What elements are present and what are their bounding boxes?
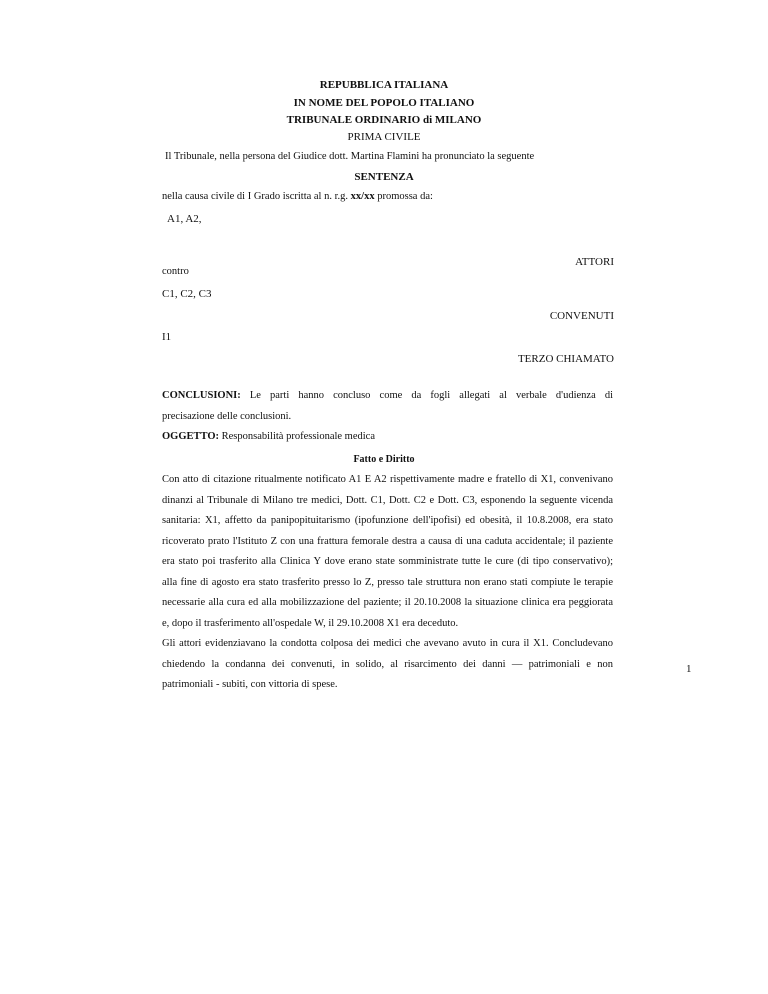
header-section: PRIMA CIVILE	[347, 131, 421, 143]
defendants-role: CONVENUTI	[549, 310, 614, 322]
body-line: era stato poi trasferito alla Clinica Y dove erano state somministrate tutte le cure (di tipo conservativo);	[162, 556, 613, 567]
case-line	[162, 191, 433, 202]
body-line: ricoverato prato l'Istituto Z con una frattura femorale destra a causa di una caduta accidentale; il paziente	[162, 535, 613, 547]
oggetto-label: OGGETTO:	[162, 431, 219, 442]
header-republic: REPUBBLICA ITALIANA	[319, 79, 449, 91]
against-label: contro	[162, 266, 189, 277]
body-line: necessarie alla cura ed alla mobilizzazione del paziente; il 20.10.2008 la situazione clinica era peggiorata	[162, 597, 613, 608]
facts-paragraph	[162, 470, 613, 696]
plaintiffs: A1, A2,	[167, 213, 202, 225]
conclusioni-line	[162, 386, 613, 407]
header-court: TRIBUNALE ORDINARIO di MILANO	[286, 114, 482, 126]
header-people: IN NOME DEL POPOLO ITALIANO	[293, 97, 475, 109]
oggetto-line	[162, 431, 375, 442]
body-line: Con atto di citazione ritualmente notificato A1 E A2 rispettivamente madre e fratello di X1, convenivano	[162, 474, 613, 485]
body-line: Gli attori evidenziavano la condotta colposa dei medici che avevano avuto in cura il X1. Concludevano	[162, 638, 613, 649]
body-line: alla fine di agosto era stato trasferito presso lo Z, presso tale struttura non erano stati compiute le terapie	[162, 576, 613, 588]
intro-text: Il Tribunale, nella persona del Giudice dott. Martina Flamini ha pronunciato la seguente	[165, 151, 535, 162]
defendants: C1, C2, C3	[162, 288, 212, 300]
third-party: I1	[162, 331, 172, 343]
body-line: e, dopo il trasferimento all'ospedale W, il 29.10.2008 X1 era deceduto.	[162, 617, 459, 629]
oggetto-text: Responsabilità professionale medica	[219, 431, 375, 442]
third-party-role: TERZO CHIAMATO	[517, 353, 614, 365]
section-title: Fatto e Diritto	[353, 454, 415, 465]
conclusioni-label: CONCLUSIONI:	[162, 390, 241, 401]
body-line: sanitaria: X1, affetto da panipopituitarismo (ipofunzione dell'ipofisi) ed obesità, il 10.8.2008, era stato	[162, 515, 613, 526]
conclusioni-paragraph	[162, 386, 613, 427]
body-line: patrimoniali - subiti, con vittoria di spese.	[162, 679, 338, 690]
page-number: 1	[686, 663, 692, 675]
conclusioni-text: Le parti hanno concluso come da fogli allegati al verbale d'udienza di	[240, 390, 613, 401]
document-type-title: SENTENZA	[354, 171, 414, 183]
case-line-before: nella causa civile di I Grado iscritta al n. r.g.	[162, 191, 351, 202]
case-number: xx/xx	[350, 191, 375, 202]
body-line: dinanzi al Tribunale di Milano tre medici, Dott. C1, Dott. C2 e Dott. C3, esponendo la seguente vicenda	[162, 494, 613, 506]
case-line-after: promossa da:	[374, 191, 433, 202]
body-line: chiedendo la condanna dei convenuti, in solido, al risarcimento dei danni — patrimoniali e non	[162, 658, 613, 670]
conclusioni-line: precisazione delle conclusioni.	[162, 410, 292, 422]
plaintiffs-role: ATTORI	[575, 256, 614, 268]
